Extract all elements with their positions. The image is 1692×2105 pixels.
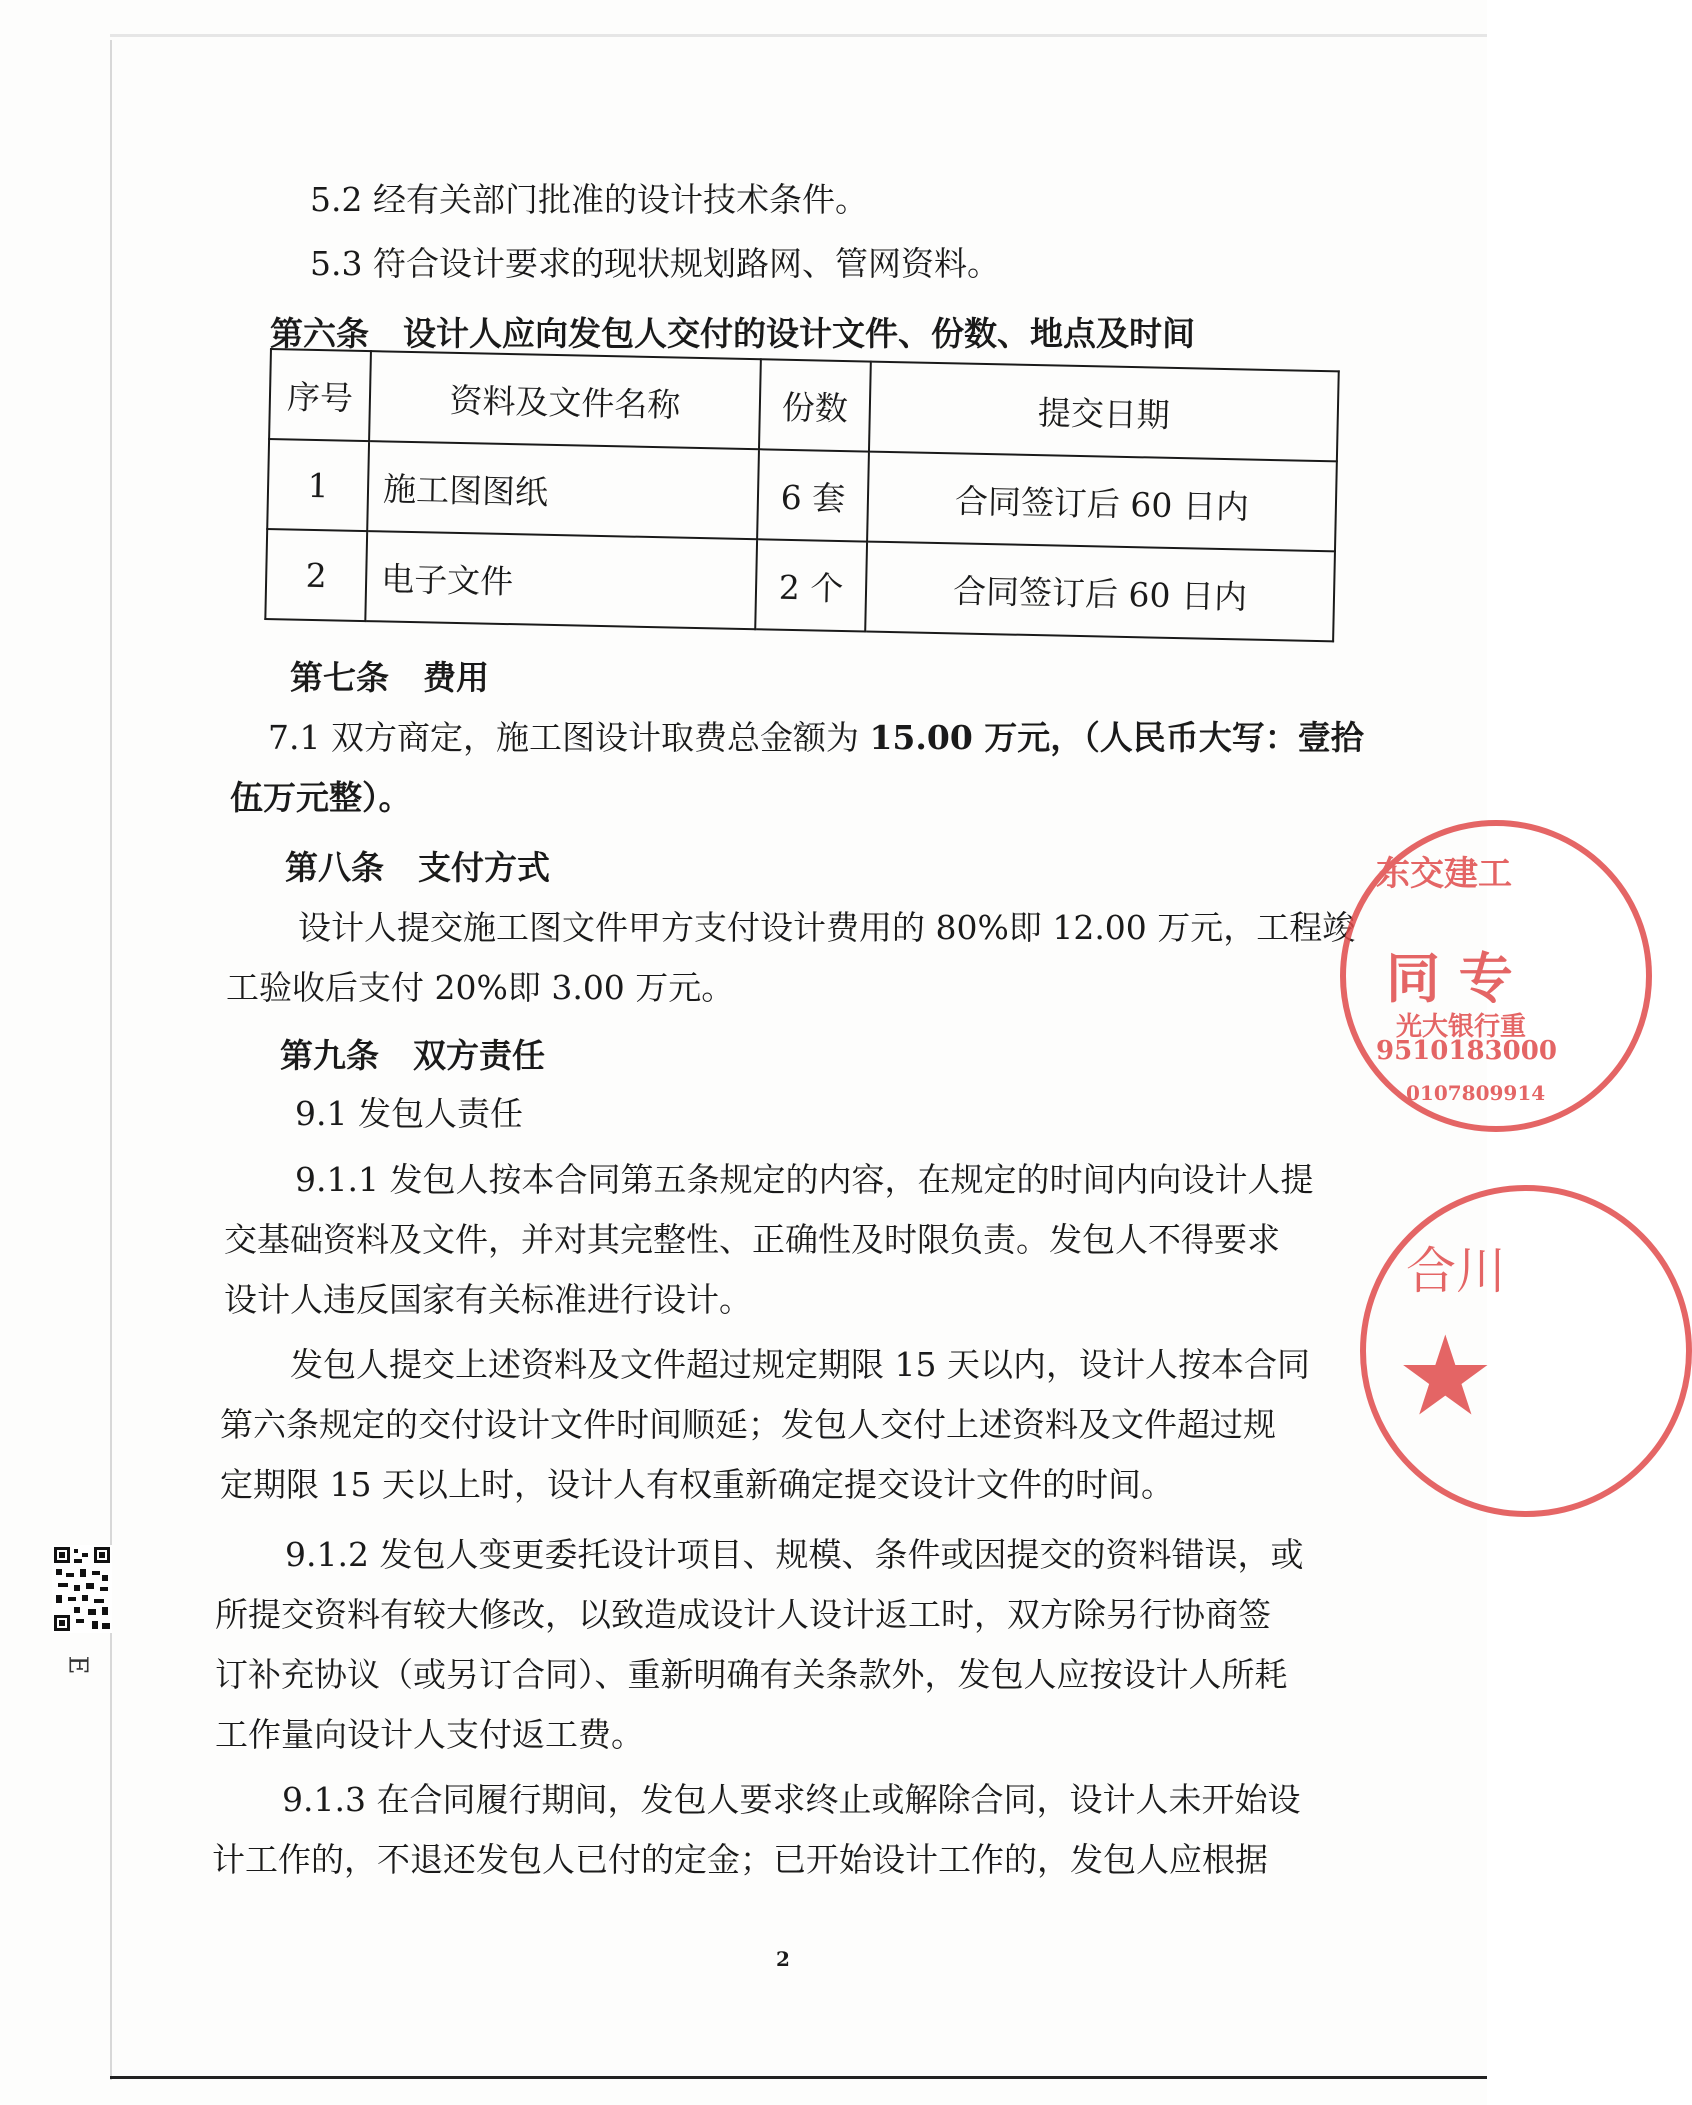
seal-text: 光大银行重 [1396,1012,1527,1042]
table-cell: 合同签订后 60 日内 [867,452,1337,552]
clause-9-1: 9.1 发包人责任 [295,1094,523,1133]
article-9-title: 双方责任 [413,1036,545,1075]
clause-7-1-text: 7.1 双方商定，施工图设计取费总金额为 [268,718,870,757]
side-mark: E [62,1655,93,1675]
table-cell: 1 [267,439,369,531]
clause-7-1-amount: 15.00 万元，（人民币大写：壹拾 [869,718,1364,757]
star-icon: ★ [1396,1312,1495,1440]
clause-5-2: 5.2 经有关部门批准的设计技术条件。 [310,180,868,219]
article-7-number: 第七条 [290,658,389,697]
clause-9-1-3-line-1: 9.1.3 在合同履行期间，发包人要求终止或解除合同，设计人未开始设 [282,1780,1301,1819]
seal-text: 同 专 [1386,946,1513,1010]
page-edge-top [110,34,1487,37]
table-cell: 2 [265,529,367,621]
seal-text: 合川 [1406,1242,1506,1300]
page-number: 2 [776,1947,790,1971]
article-9-heading [280,1030,545,1077]
article-8-line-2: 工验收后支付 20%即 3.00 万元。 [226,968,735,1007]
article-6-heading [270,308,1195,355]
late-submission-line-2: 第六条规定的交付设计文件时间顺延；发包人交付上述资料及文件超过规 [220,1405,1276,1444]
clause-7-1-cont: 伍万元整）。 [230,778,412,817]
page-edge-bottom [110,2076,1487,2079]
article-8-title: 支付方式 [418,848,550,887]
table-cell: 合同签订后 60 日内 [865,542,1335,642]
clause-7-1 [268,718,1364,758]
seal-text: 9510183000 [1376,1036,1557,1066]
late-submission-line-1: 发包人提交上述资料及文件超过规定期限 15 天以内，设计人按本合同 [290,1345,1310,1384]
article-8-number: 第八条 [285,848,384,887]
clause-9-1-2-line-4: 工作量向设计人支付返工费。 [215,1715,644,1754]
table-cell: 施工图图纸 [367,441,759,539]
table-cell: 6 套 [757,449,869,541]
article-9-number: 第九条 [280,1036,379,1075]
clause-9-1-2-line-2: 所提交资料有较大修改，以致造成设计人设计返工时，双方除另行协商签 [215,1595,1271,1634]
clause-9-1-2-line-3: 订补充协议（或另订合同）、重新明确有关条款外，发包人应按设计人所耗 [215,1655,1288,1694]
clause-9-1-1-line-2: 交基础资料及文件，并对其完整性、正确性及时限负责。发包人不得要求 [224,1220,1280,1259]
table-cell: 电子文件 [365,531,757,629]
table-cell: 2 个 [755,539,867,631]
article-6-title: 设计人应向发包人交付的设计文件、份数、地点及时间 [403,314,1195,353]
company-seal-stamp [1340,820,1652,1132]
page-edge-left [110,40,112,2080]
qr-code-icon [52,1545,112,1633]
late-submission-line-3: 定期限 15 天以上时，设计人有权重新确定提交设计文件的时间。 [220,1465,1174,1504]
contract-seal-stamp [1360,1185,1692,1517]
article-7-title: 费用 [423,658,489,697]
clause-9-1-1-line-1: 9.1.1 发包人按本合同第五条规定的内容，在规定的时间内向设计人提 [295,1160,1314,1199]
clause-9-1-3-line-2: 计工作的，不退还发包人已付的定金；已开始设计工作的，发包人应根据 [212,1840,1268,1879]
clause-9-1-2-line-1: 9.1.2 发包人变更委托设计项目、规模、条件或因提交的资料错误，或 [285,1535,1304,1574]
clause-9-1-1-line-3: 设计人违反国家有关标准进行设计。 [224,1280,752,1319]
table-header-cell: 序号 [269,349,371,441]
table-header-cell: 提交日期 [869,362,1339,462]
table-header-cell: 资料及文件名称 [369,351,761,449]
table-header-cell: 份数 [759,359,871,451]
article-7-heading [290,652,489,699]
clause-5-3: 5.3 符合设计要求的现状规划路网、管网资料。 [310,244,1000,283]
seal-text: 0107809914 [1406,1081,1546,1105]
seal-text: 东交建工 [1376,854,1512,894]
article-6-number: 第六条 [270,314,369,353]
article-8-line-1: 设计人提交施工图文件甲方支付设计费用的 80%即 12.00 万元，工程竣 [298,908,1356,947]
deliverables-table [264,348,1339,642]
article-8-heading [285,842,550,889]
